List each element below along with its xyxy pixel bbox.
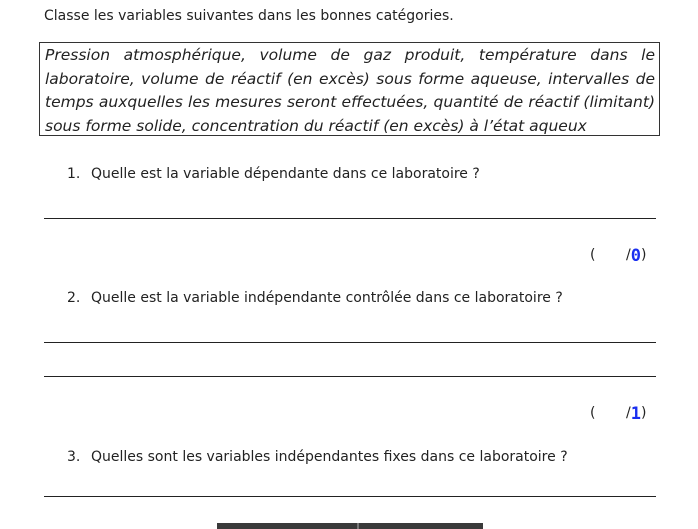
- score-1-open: (: [590, 247, 596, 263]
- question-3-number: 3.: [67, 449, 81, 465]
- score-2-slash: /: [626, 405, 631, 421]
- score-1-handwritten-mark: 0: [630, 246, 641, 266]
- question-1-text: Quelle est la variable dépendante dans ce laboratoire ?: [91, 166, 480, 182]
- toolbar-divider: [357, 523, 359, 529]
- score-1: [590, 244, 646, 264]
- variables-box: Pression atmosphérique, volume de gaz produit, température dans le laboratoire, volume de réactif (en excès) sous forme aqueuse, intervalles de temps auxquelles les mesures seront effectuées, quantité de réactif (limitant) sous forme solide, concentration du réactif (en excès) à l’état aqueux: [39, 42, 660, 136]
- score-1-close: ): [640, 247, 647, 263]
- question-1: [67, 166, 480, 182]
- question-1-number: 1.: [67, 166, 81, 182]
- bottom-toolbar-edge: [217, 523, 483, 529]
- answer-line-2b[interactable]: [44, 376, 656, 377]
- score-1-slash: /: [626, 247, 631, 263]
- score-2-handwritten-mark: 1: [630, 404, 641, 424]
- score-2-open: (: [590, 405, 596, 421]
- answer-line-1[interactable]: [44, 218, 656, 219]
- score-2: [590, 402, 646, 422]
- score-2-close: ): [640, 405, 647, 421]
- question-2-text: Quelle est la variable indépendante contrôlée dans ce laboratoire ?: [91, 290, 563, 306]
- question-3-text: Quelles sont les variables indépendantes fixes dans ce laboratoire ?: [91, 449, 568, 465]
- instruction-text: Classe les variables suivantes dans les bonnes catégories.: [44, 8, 454, 24]
- answer-line-2a[interactable]: [44, 342, 656, 343]
- answer-line-3[interactable]: [44, 496, 656, 497]
- question-2-number: 2.: [67, 290, 81, 306]
- question-3: [67, 449, 568, 465]
- question-2: [67, 290, 563, 306]
